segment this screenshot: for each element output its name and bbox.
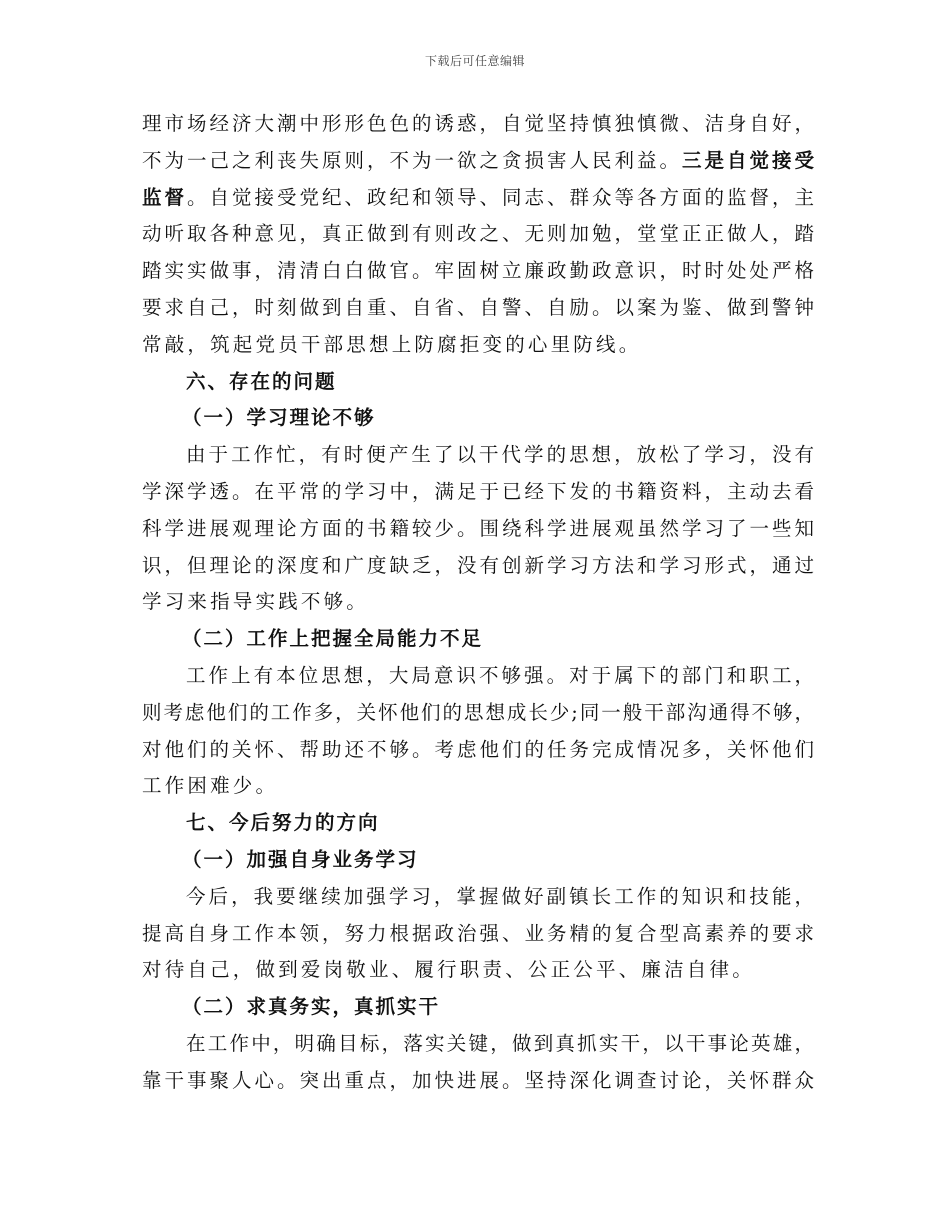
paragraph-line: 今后，我要继续加强学习，掌握做好副镇长工作的知识和技能， — [186, 884, 814, 908]
subsection-heading: （二）求真务实，真抓实干 — [182, 995, 441, 1019]
subsection-heading: （二）工作上把握全局能力不足 — [182, 627, 484, 651]
paragraph-line: 工作困难少。 — [142, 774, 279, 798]
paragraph-line: 理市场经济大潮中形形色色的诱惑，自觉坚持慎独慎微、洁身自好， — [142, 112, 814, 135]
paragraph-line: 踏实实做事，清清白白做官。牢固树立廉政勤政意识，时时处处严格 — [142, 259, 814, 283]
paragraph-line: 对待自己，做到爱岗敬业、履行职责、公正公平、廉洁自律。 — [142, 958, 755, 982]
paragraph-line: 学深学透。在平常的学习中，满足于已经下发的书籍资料，主动去看 — [142, 479, 814, 503]
bold-emphasis: 监督 — [142, 185, 187, 209]
paragraph-line: 工作上有本位思想，大局意识不够强。对于属下的部门和职工， — [186, 663, 814, 687]
subsection-heading: （一）加强自身业务学习 — [182, 847, 419, 871]
subsection-heading: （一）学习理论不够 — [182, 406, 376, 430]
paragraph-line: 提高自身工作本领，努力根据政治强、业务精的复合型高素养的要求 — [142, 921, 814, 945]
document-body — [142, 106, 814, 1100]
paragraph-line: 学习来指导实践不够。 — [142, 590, 370, 614]
section-heading: 七、今后努力的方向 — [186, 811, 380, 835]
paragraph-line: 对他们的关怀、帮助还不够。考虑他们的任务完成情况多，关怀他们 — [142, 737, 814, 761]
paragraph-line: 在工作中，明确目标，落实关键，做到真抓实干，以干事论英雄， — [186, 1031, 814, 1055]
paragraph-line — [142, 143, 814, 180]
paragraph-line — [142, 180, 814, 217]
paragraph-line: 动听取各种意见，真正做到有则改之、无则加勉，堂堂正正做人，踏 — [142, 222, 814, 246]
section-heading: 六、存在的问题 — [186, 369, 337, 393]
paragraph-line: 常敲，筑起党员干部思想上防腐拒变的心里防线。 — [142, 332, 642, 356]
line-text: 不为一己之利丧失原则，不为一欲之贪损害人民利益。 — [142, 148, 682, 172]
paragraph-line: 则考虑他们的工作多，关怀他们的思想成长少;同一般干部沟通得不够， — [142, 700, 814, 724]
page-header: 下载后可任意编辑 — [424, 54, 525, 68]
line-text: 。自觉接受党纪、政纪和领导、同志、群众等各方面的监督，主 — [187, 185, 814, 209]
paragraph-line: 科学进展观理论方面的书籍较少。围绕科学进展观虽然学习了一些知 — [142, 516, 814, 540]
bold-emphasis: 三是自觉接受 — [681, 148, 814, 172]
paragraph-line: 识，但理论的深度和广度缺乏，没有创新学习方法和学习形式，通过 — [142, 553, 814, 577]
paragraph-line: 由于工作忙，有时便产生了以干代学的思想，放松了学习，没有 — [186, 443, 814, 467]
paragraph-line: 靠干事聚人心。突出重点，加快进展。坚持深化调查讨论，关怀群众 — [142, 1068, 814, 1092]
paragraph-line: 要求自己，时刻做到自重、自省、自警、自励。以案为鉴、做到警钟 — [142, 295, 814, 319]
